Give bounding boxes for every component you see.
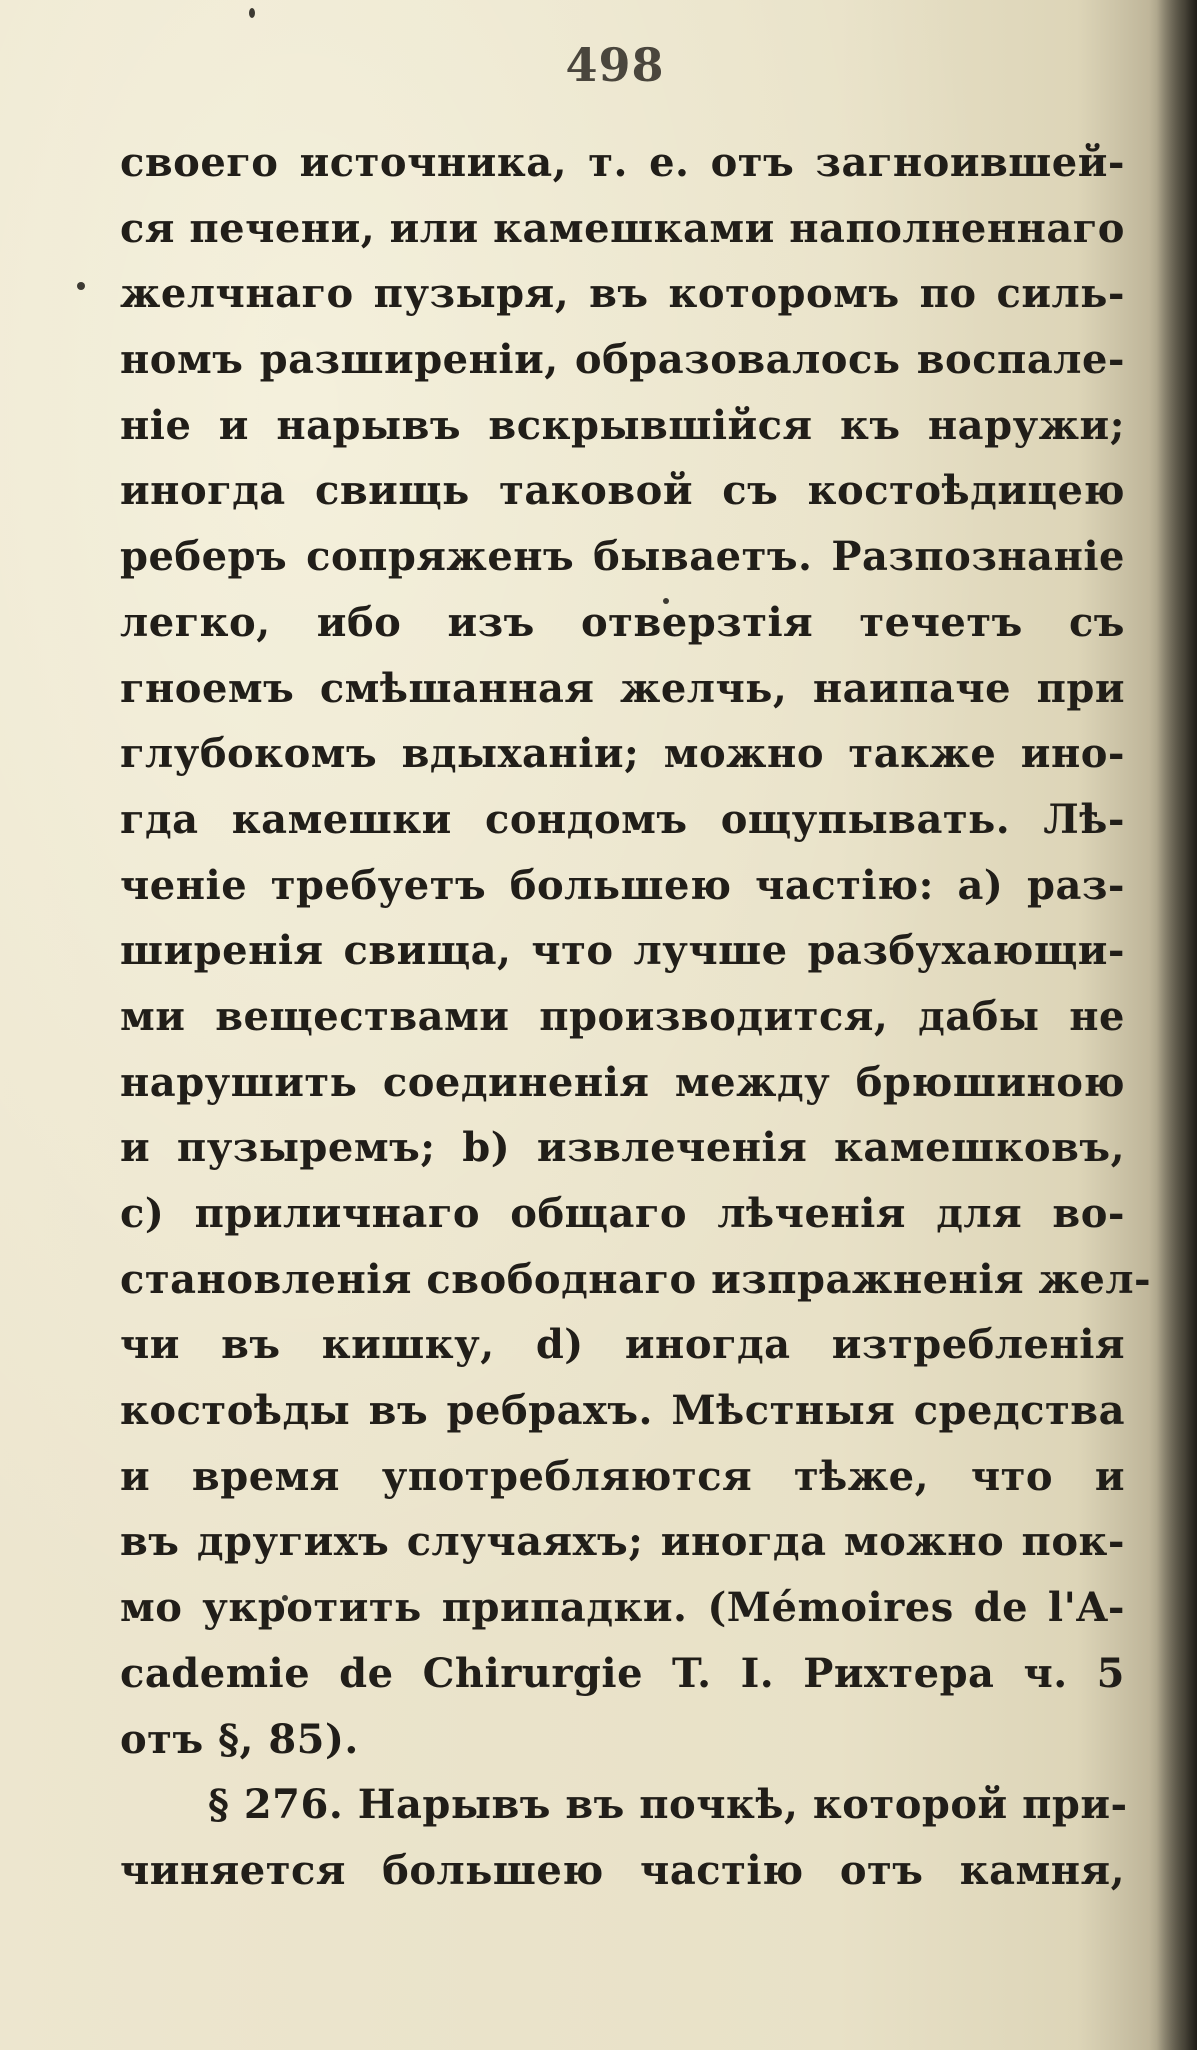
ink-speck [77, 282, 85, 290]
text-line: отъ §, 85). [120, 1715, 359, 1763]
text-line: глубокомъ вдыханіи; можно также ино- [120, 730, 1125, 778]
text-line: чи въ кишку, d) иногда изтребленія [120, 1321, 1125, 1369]
text-line: костоѣды въ ребрахъ. Мѣстныя средства [120, 1387, 1125, 1435]
section-heading-line: § 276. Нарывъ въ почкѣ, которой при- [208, 1781, 1128, 1829]
text-line: номъ разширеніи, образовалось воспале- [120, 336, 1125, 384]
text-line: и пузыремъ; b) извлеченія камешковъ, [120, 1124, 1125, 1172]
text-line: иногда свищь таковой съ костоѣдицею [120, 467, 1125, 515]
text-line: ширенія свища, что лучше разбухающи- [120, 927, 1125, 975]
body-text [120, 130, 1152, 1904]
text-line: легко, ибо изъ отверзтія течетъ съ [120, 598, 1125, 646]
text-line: с) приличнаго общаго лѣченія для во- [120, 1190, 1125, 1237]
text-line: мо укротить припадки. (Mémoires de l'A- [120, 1584, 1125, 1632]
text-line: ся печени, или камешками наполненнаго [120, 204, 1125, 252]
text-line: ми веществами производится, дабы не [120, 992, 1125, 1040]
text-line: своего источника, т. е. отъ загноившей- [120, 139, 1125, 186]
text-line: и время употребляются тѣже, что и [120, 1452, 1125, 1500]
text-line: гноемъ смѣшанная желчь, наипаче при [120, 664, 1125, 712]
text-line: ченіе требуетъ большею частію: а) раз- [120, 861, 1125, 909]
text-line: нарушить соединенія между брюшиною [120, 1058, 1125, 1106]
text-line: реберъ сопряженъ бываетъ. Разпознаніе [120, 533, 1125, 581]
text-line: желчнаго пузыря, въ которомъ по силь- [120, 270, 1125, 318]
ink-speck [249, 8, 255, 18]
page-number: 498 [565, 38, 665, 92]
text-line: въ другихъ случаяхъ; иногда можно пок- [120, 1518, 1125, 1566]
text-line: гда камешки сондомъ ощупывать. Лѣ- [120, 795, 1125, 843]
text-line: чиняется большею частію отъ камня, [120, 1846, 1125, 1894]
text-line: ніе и нарывъ вскрывшійся къ наружи; [120, 401, 1125, 449]
text-line: становленія свободнаго изпражненія жел- [120, 1255, 1152, 1303]
text-line: cademie de Chirurgie T. I. Рихтера ч. 5 [120, 1649, 1125, 1697]
